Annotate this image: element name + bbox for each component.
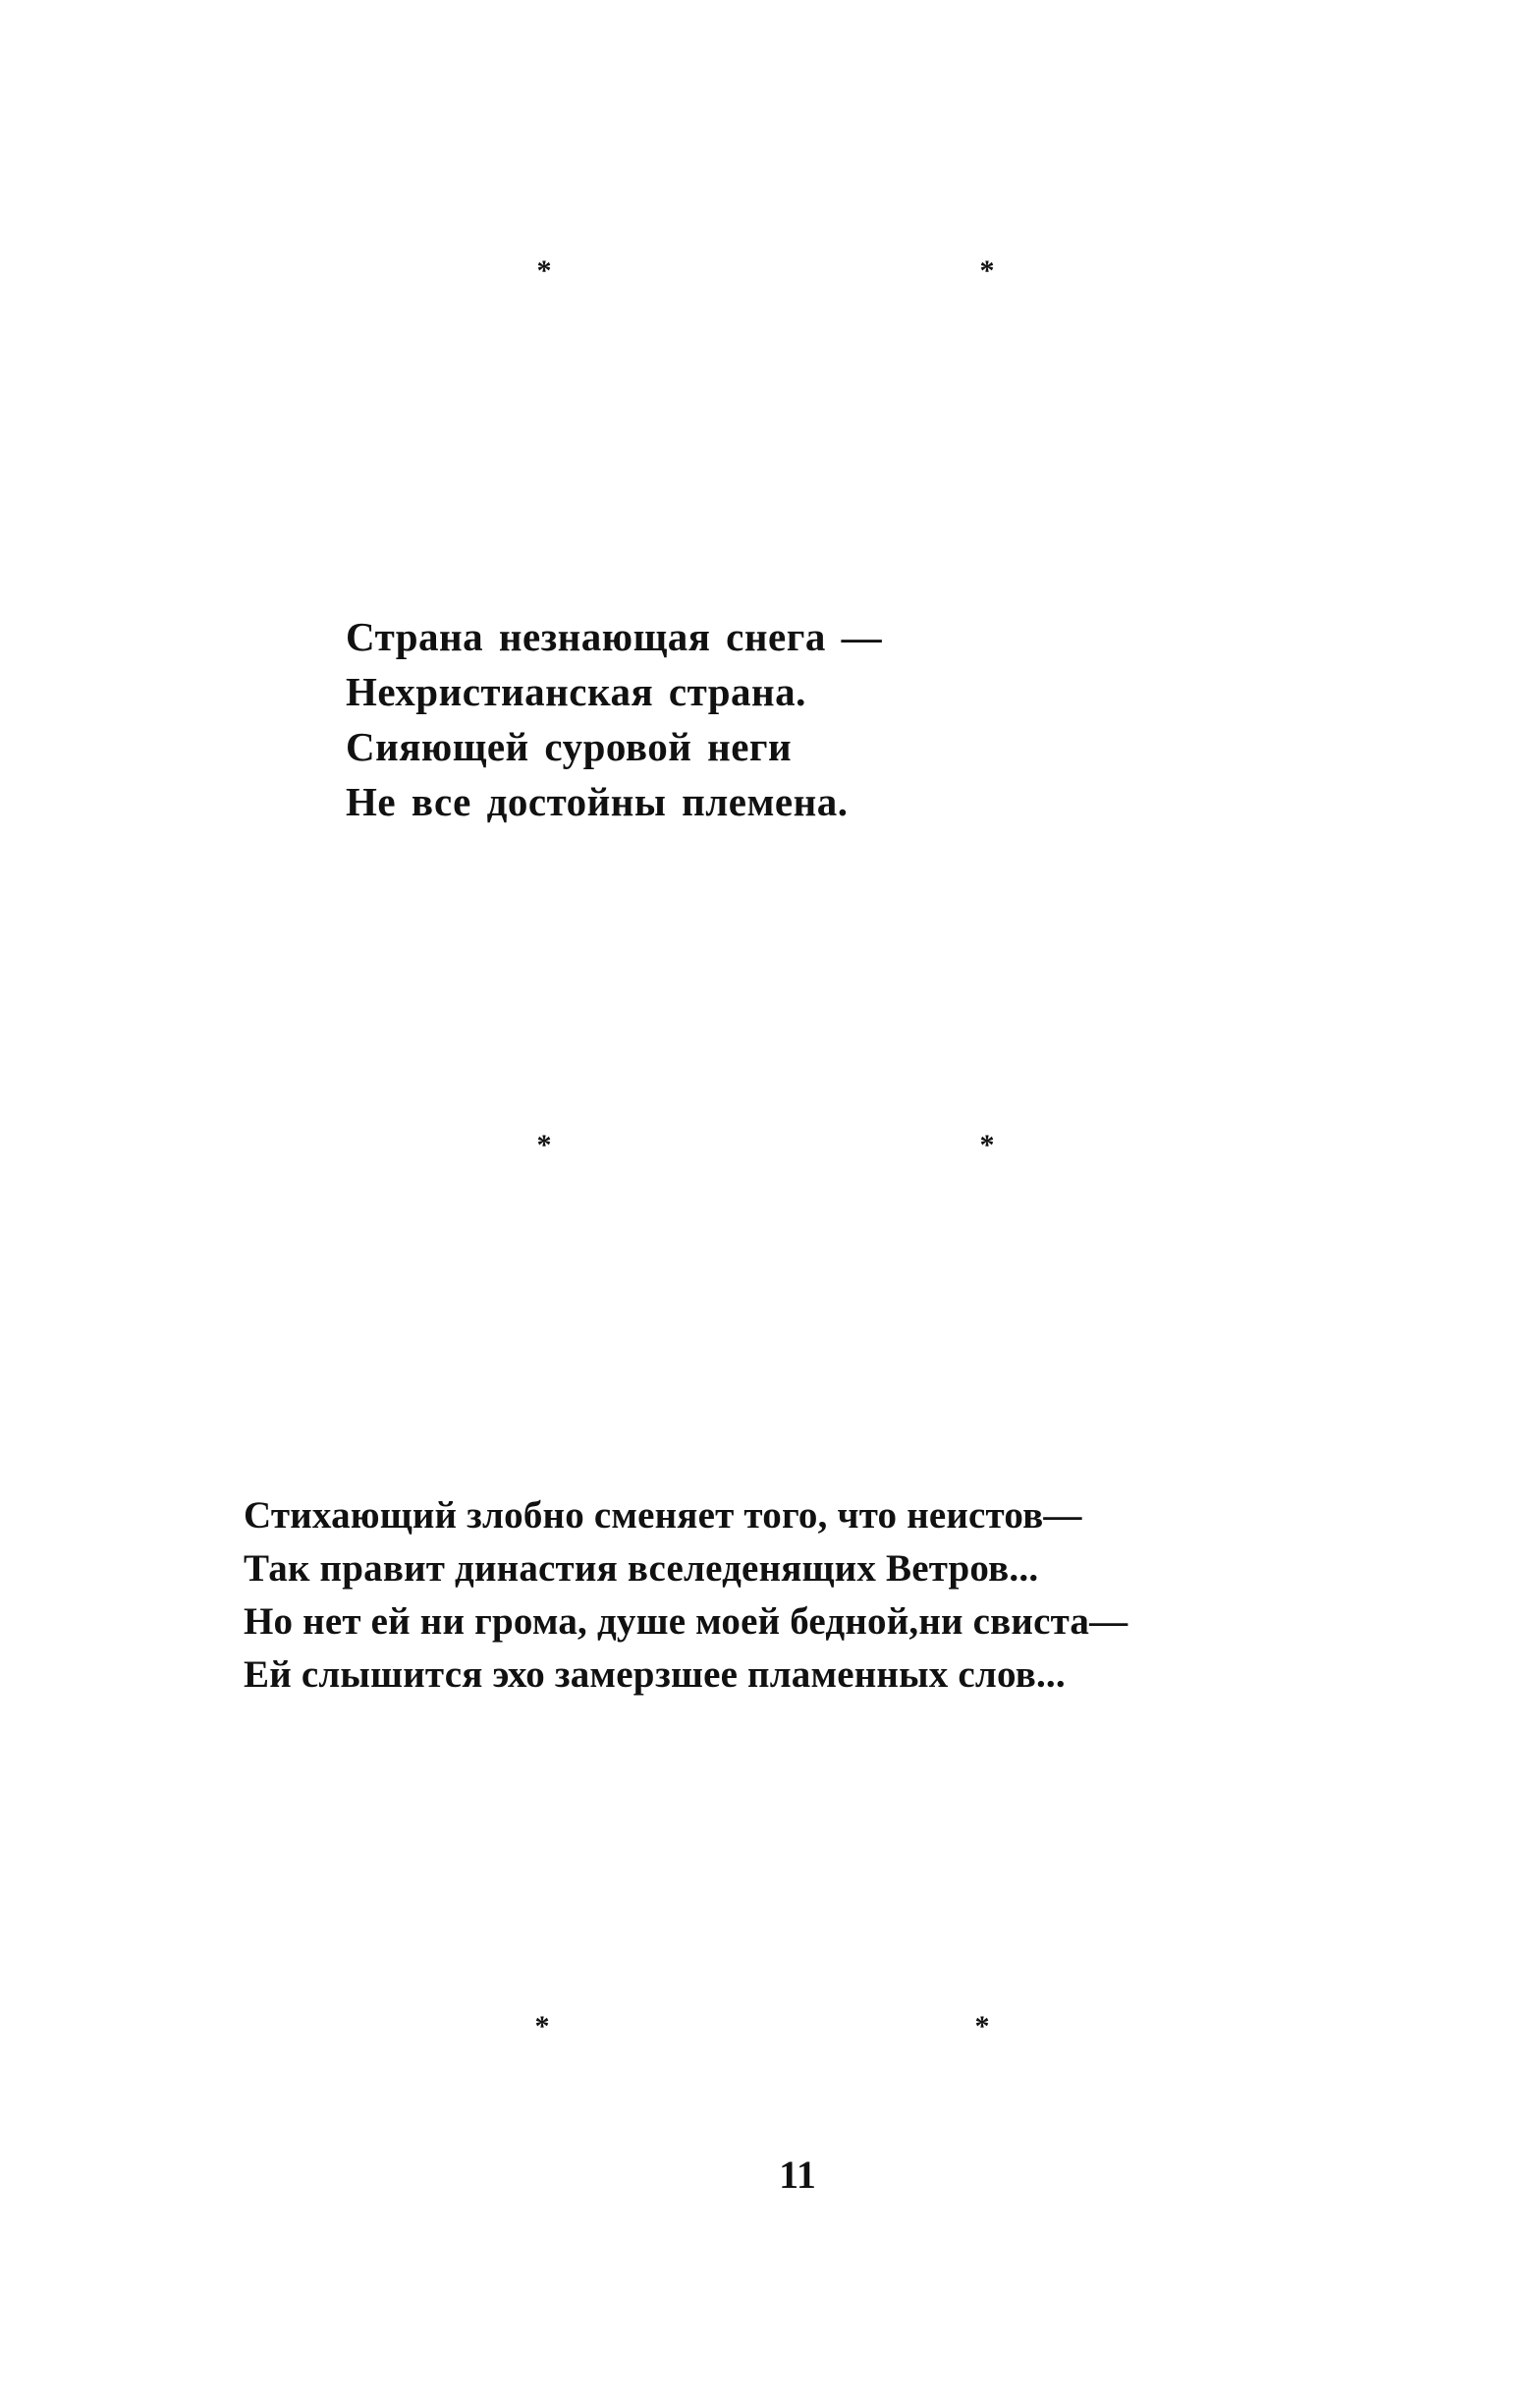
verse-line: Стихающий злобно сменяет того, что неистов— [244,1494,1082,1537]
verse-line: Не все достойны племена. [346,779,849,824]
verse-line: Ей слышится эхо замерзшее пламенных слов... [244,1653,1066,1696]
verse-line: Так правит династия вселеденящих Ветров... [244,1547,1039,1590]
verse-line: Нехристианская страна. [346,669,806,714]
separator-asterisk: * [979,1129,995,1161]
separator-asterisk: * [979,254,995,287]
poem-stanza-2 [244,1489,1128,1702]
separator-asterisk: * [536,1129,552,1161]
separator-asterisk: * [534,2010,550,2042]
separator-asterisk: * [974,2010,990,2042]
separator-asterisk: * [536,254,552,287]
verse-line: Но нет ей ни грома, душе моей бедной,ни свиста— [244,1600,1128,1643]
page-number: 11 [779,2152,816,2197]
verse-line: Страна незнающая снега — [346,614,883,659]
verse-line: Сияющей суровой неги [346,724,793,769]
poem-stanza-1 [346,609,882,829]
